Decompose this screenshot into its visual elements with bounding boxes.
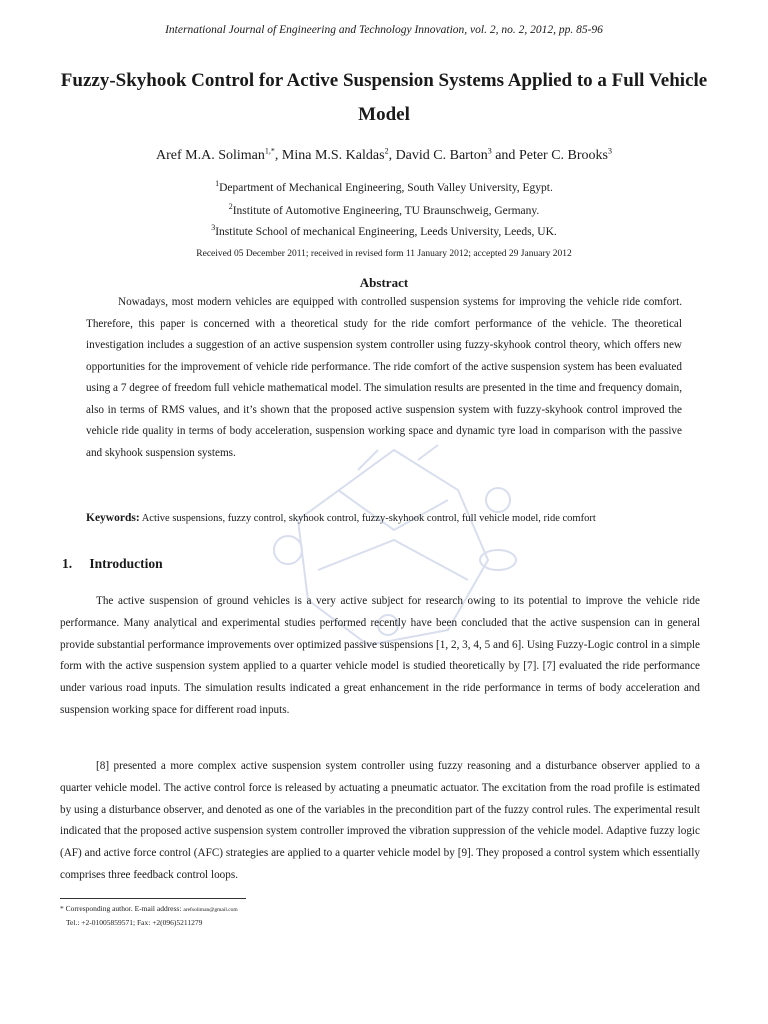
paper-title: Fuzzy-Skyhook Control for Active Suspension Systems Applied to a Full Vehicle Model [60,70,708,125]
body-paragraph: The active suspension of ground vehicles is a very active subject for research owing to its potential to improve the vehicle ride performance. Many analytical and experimental studies performed recently have been concluded that the active suspension can in general provide substantial performance improvements over optimized passive suspensions [1, 2, 3, 4, 5 and 6]. Using Fuzzy-Logic control in a simple form with the active suspension system applied to a quarter vehicle model is studied theoretically by [7]. [7] evaluated the ride performance under various road inputs. The simulation results indicated a great enhancement in the ride performance in terms of body acceleration and suspension working space for different road inputs. [60,595,700,716]
author-name: David C. Barton [395,148,488,163]
affiliation: $^1$Department of Mechanical Engineering, South Valley University, Egypt. [215,179,553,194]
received-dates: Received 05 December 2011; received in revised form 11 January 2012; accepted 29 January 2012 [196,249,572,259]
footnote-corresponding: * Corresponding author. E-mail address: arefsoliman@gmail.com [60,904,238,913]
section-title: Introduction [89,556,163,571]
footnote-phone: Tel.: +2-01005859571; Fax: +2(096)5211279 [66,918,203,927]
author-superscript: 2 [384,146,389,156]
keywords-text: Active suspensions, fuzzy control, skyhook control, fuzzy-skyhook control, full vehicle model, ride comfort [141,513,596,524]
author-superscript: 3 [487,146,492,156]
abstract-heading: Abstract [359,275,409,290]
author-list: Aref M.A. Soliman$^{1,*}$, Mina M.S. Kaldas$^2$, David C. Barton$^3$ and Peter C. Brooks$^3$ [156,146,612,163]
author-name: Peter C. Brooks [518,148,608,163]
abstract-text: Nowadays, most modern vehicles are equipped with controlled suspension systems for improving the vehicle ride comfort. Therefore, this paper is concerned with a theoretical study for the ride comfort performance of the vehicle. The theoretical investigation includes a suggestion of an active suspension system controller using fuzzy-skyhook control theory, which offers new opportunities for the improvement of vehicle ride performance. The ride comfort of the active suspension system has been evaluated using a 7 degree of freedom full vehicle mathematical model. The simulation results are presented in the time and frequency domain, also in terms of RMS values, and it’s shown that the proposed active suspension system with fuzzy-skyhook control improved the vehicle ride quality in terms of body acceleration, suspension working space and dynamic tyre load in comparison with the passive and skyhook suspension systems. [86,296,682,459]
author-name: Mina M.S. Kaldas [281,148,385,163]
affiliation: $^3$Institute School of mechanical Engineering, Leeds University, Leeds, UK. [211,223,557,238]
footnote-rule [60,898,246,899]
journal-header: International Journal of Engineering and Technology Innovation, vol. 2, no. 2, 2012, pp. 85-96 [165,24,603,36]
author-name: Aref M.A. Soliman [156,148,265,163]
body-paragraph: [8] presented a more complex active suspension system controller using fuzzy reasoning and a disturbance observer applied to a quarter vehicle model. The active control force is released by actuating a pneumatic actuator. The excitation from the road profile is estimated by using a disturbance observer, and denoted as one of the variables in the precondition part of the fuzzy control rules. The experimental result indicated that the proposed active suspension system controller improved the vibration suppression of the vehicle model. Adaptive fuzzy logic (AF) and active force control (AFC) strategies are applied to a quarter vehicle model by [9]. They proposed a control system which essentially comprises three feedback control loops. [60,760,700,881]
author-superscript: 1,* [264,146,275,156]
footnote-email: arefsoliman@gmail.com [183,907,238,913]
keywords [86,512,686,524]
keywords-label: Keywords: [86,512,140,524]
author-superscript: 3 [608,146,612,156]
section-number: 1. [62,556,73,571]
affiliation: $^2$Institute of Automotive Engineering, TU Braunschweig, Germany. [228,202,540,217]
section-heading [62,556,163,572]
